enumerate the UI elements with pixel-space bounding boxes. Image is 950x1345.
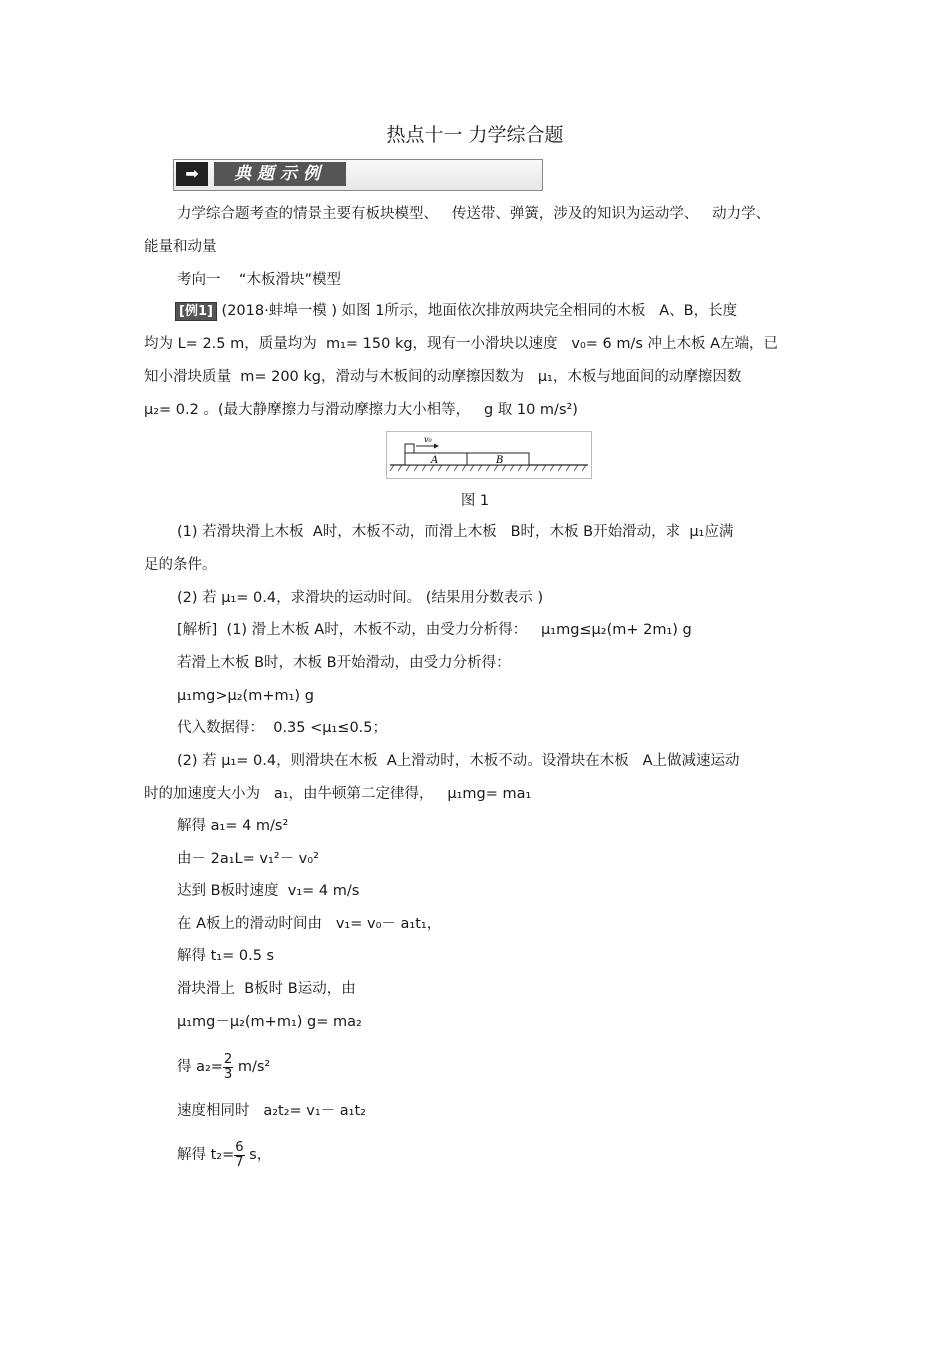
board-b-label: B (496, 455, 504, 466)
solution-line-6: 时的加速度大小为 a₁，由牛顿第二定律得， μ₁mg= ma₁ (144, 786, 532, 802)
page-title: 热点十一 力学综合题 (386, 124, 564, 146)
fraction-denominator: 3 (223, 1066, 233, 1082)
problem-line-2: 均为 L= 2.5 m，质量均为 m₁= 150 kg，现有一小滑块以速度 v₀= 6 m/s 冲上木板 A左端，已 (144, 336, 779, 352)
problem-line-4: μ₂= 0.2 。(最大静摩擦力与滑动摩擦力大小相等， g 取 10 m/s²) (144, 402, 578, 418)
solution-line-2: 若滑上木板 B时，木板 B开始滑动，由受力分析得： (177, 655, 511, 671)
fraction-denominator: 7 (235, 1154, 244, 1170)
banner-label: 典题示例 (214, 162, 346, 186)
equation-t2 (177, 1138, 271, 1172)
solution-line-3: μ₁mg>μ₂(m+m₁) g (177, 688, 314, 704)
solution-line-1: [解析] (1) 滑上木板 A时，木板不动，由受力分析得： μ₁mg≤μ₂(m+ 2m₁) g (177, 622, 692, 638)
fraction-numerator: 6 (235, 1139, 244, 1155)
section-heading: 考向一 “木板滑块”模型 (177, 272, 341, 288)
velocity-label: v₀ (424, 435, 432, 444)
arrow-right-icon: ➡ (176, 162, 208, 186)
question-2: (2) 若 μ₁= 0.4，求滑块的运动时间。 (结果用分数表示 ) (177, 590, 544, 606)
problem-line-3: 知小滑块质量 m= 200 kg，滑动与木板间的动摩擦因数为 μ₁，木板与地面间的动摩擦因数 (144, 369, 742, 385)
question-1-line-2: 足的条件。 (144, 557, 217, 573)
problem-line-1 (175, 301, 737, 321)
equation-t2-suffix: s， (244, 1147, 272, 1163)
figure-caption: 图 1 (460, 493, 490, 509)
solution-line-8: 由－ 2a₁L= v₁²－ v₀² (177, 851, 319, 867)
equation-t2-prefix: 解得 t₂= (177, 1147, 235, 1163)
solution-line-10: 在 A板上的滑动时间由 v₁= v₀－ a₁t₁， (177, 916, 442, 932)
solution-line-7: 解得 a₁= 4 m/s² (177, 818, 289, 834)
problem-text-1: (2018·蚌埠一模 ) 如图 1所示，地面依次排放两块完全相同的木板 A、B，长度 (216, 303, 738, 319)
question-1-line-1: (1) 若滑块滑上木板 A时，木板不动，而滑上木板 B时，木板 B开始滑动，求 μ₁应满 (177, 524, 734, 540)
equation-a2 (177, 1050, 270, 1084)
solution-line-11: 解得 t₁= 0.5 s (177, 948, 275, 964)
fraction-6-7 (234, 1141, 244, 1170)
solution-line-12: 滑块滑上 B板时 B运动，由 (177, 981, 356, 997)
equation-a2-suffix: m/s² (233, 1059, 271, 1075)
example-tag: [例1] (175, 302, 217, 321)
intro-line-2: 能量和动量 (144, 239, 217, 255)
fraction-numerator: 2 (223, 1051, 233, 1067)
intro-line-1: 力学综合题考查的情景主要有板块模型、 传送带、弹簧，涉及的知识为运动学、 动力学、 (177, 206, 771, 222)
fraction-2-3 (223, 1053, 233, 1082)
figure-1-diagram (386, 431, 592, 479)
solution-line-5: (2) 若 μ₁= 0.4，则滑块在木板 A上滑动时，木板不动。设滑块在木板 A上做减速运动 (177, 753, 740, 769)
solution-line-9: 达到 B板时速度 v₁= 4 m/s (177, 883, 360, 899)
slider-block (405, 444, 414, 453)
solution-line-13: μ₁mg－μ₂(m+m₁) g= ma₂ (177, 1014, 362, 1030)
solution-line-4: 代入数据得： 0.35 <μ₁≤0.5； (177, 720, 388, 736)
equation-a2-prefix: 得 a₂= (177, 1059, 223, 1075)
equation-same-speed: 速度相同时 a₂t₂= v₁－ a₁t₂ (177, 1103, 366, 1119)
section-banner (173, 159, 543, 191)
board-a-label: A (431, 455, 439, 466)
